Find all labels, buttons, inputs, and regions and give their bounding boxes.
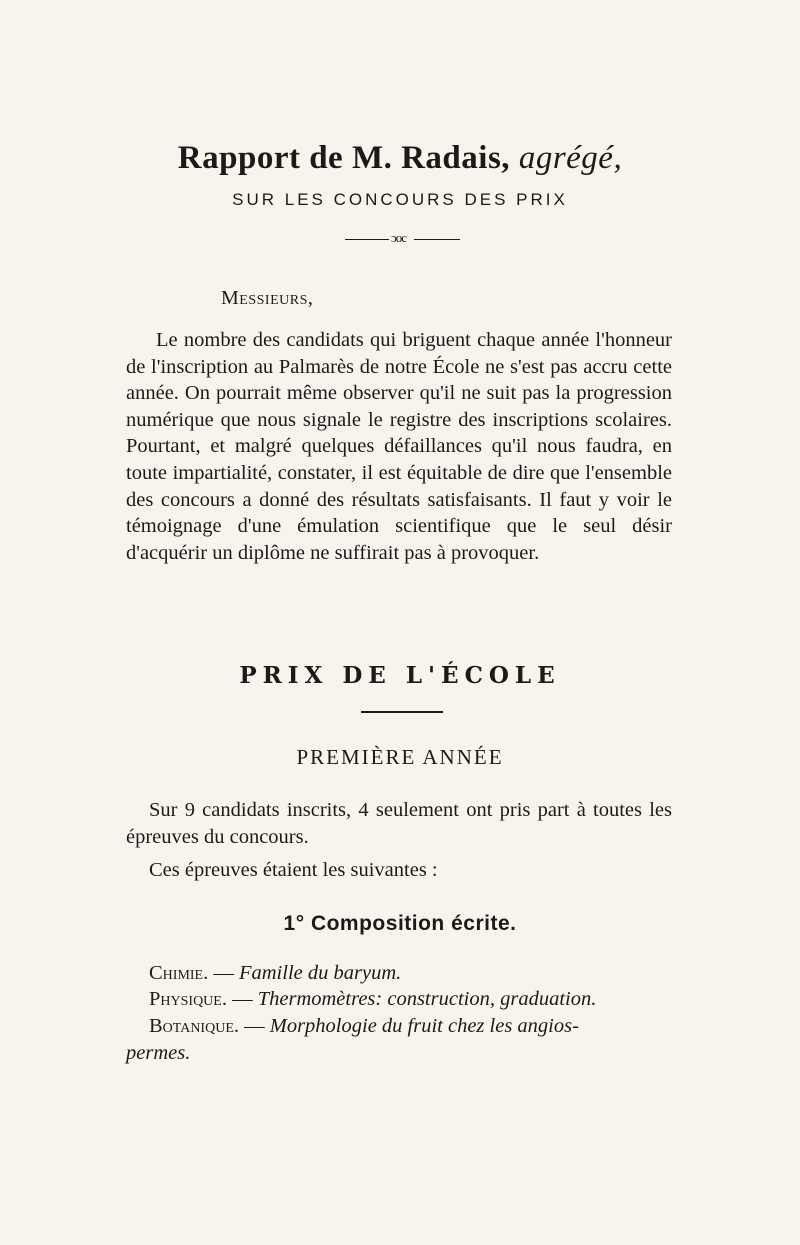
subject-line-chemistry <box>149 960 695 987</box>
report-subtitle: SUR LES CONCOURS DES PRIX <box>232 190 568 209</box>
subject-label: Physique. <box>149 988 227 1010</box>
subject-dash: — <box>213 962 234 984</box>
subject-line-botany-continuation <box>126 1040 672 1067</box>
subject-dash: — <box>244 1015 265 1037</box>
subject-topic: Famille du baryum. <box>238 962 402 984</box>
subject-topic: Thermomètres: construction, graduation. <box>257 988 597 1010</box>
ornament-glyph: ɔoc <box>391 230 407 245</box>
section-rule <box>361 711 443 713</box>
subject-topic-continuation: permes. <box>126 1042 191 1064</box>
section-title: PRIX DE L'ÉCOLE <box>239 662 561 689</box>
report-title-italic: agrégé, <box>518 140 623 176</box>
report-title <box>0 140 800 177</box>
subject-label: Chimie. <box>149 962 209 984</box>
subject-label: Botanique. <box>149 1015 239 1037</box>
subject-line-botany <box>149 1013 672 1040</box>
ornament-divider <box>345 230 460 250</box>
report-title-main: Rapport de M. Radais, <box>177 140 511 176</box>
subject-line-physics <box>149 986 695 1013</box>
candidates-paragraph: Sur 9 candidats inscrits, 4 seulement ont pris part à toutes les épreuves du concours. <box>126 799 672 848</box>
composition-heading: 1° Composition écrite. <box>283 912 517 935</box>
tests-intro-paragraph: Ces épreuves étaient les suivantes : <box>149 859 438 881</box>
section-subtitle: PREMIÈRE ANNÉE <box>296 745 504 769</box>
subject-topic: Morphologie du fruit chez les angios- <box>269 1015 579 1037</box>
ornament-line-right <box>414 239 460 240</box>
intro-paragraph: Le nombre des candidats qui briguent chaque année l'honneur de l'inscription au Palmarès de notre École ne s'est pas accru cette année. On pourrait même observer qu'il ne suit pas la progression numérique que nous signale le registre des inscriptions scolaires. Pourtant, et malgré quelques défaillances qu'il nous faudra, en toute impartialité, constater, il est équitable de dire que l'ensemble des concours a donné des résultats satisfaisants. Il faut y voir le témoignage d'une émulation scientifique que le seul désir d'acquérir un diplôme ne suffirait pas à provoquer. <box>126 329 672 564</box>
salutation: Messieurs, <box>221 287 314 309</box>
subject-dash: — <box>232 988 253 1010</box>
ornament-line-left <box>345 239 389 240</box>
